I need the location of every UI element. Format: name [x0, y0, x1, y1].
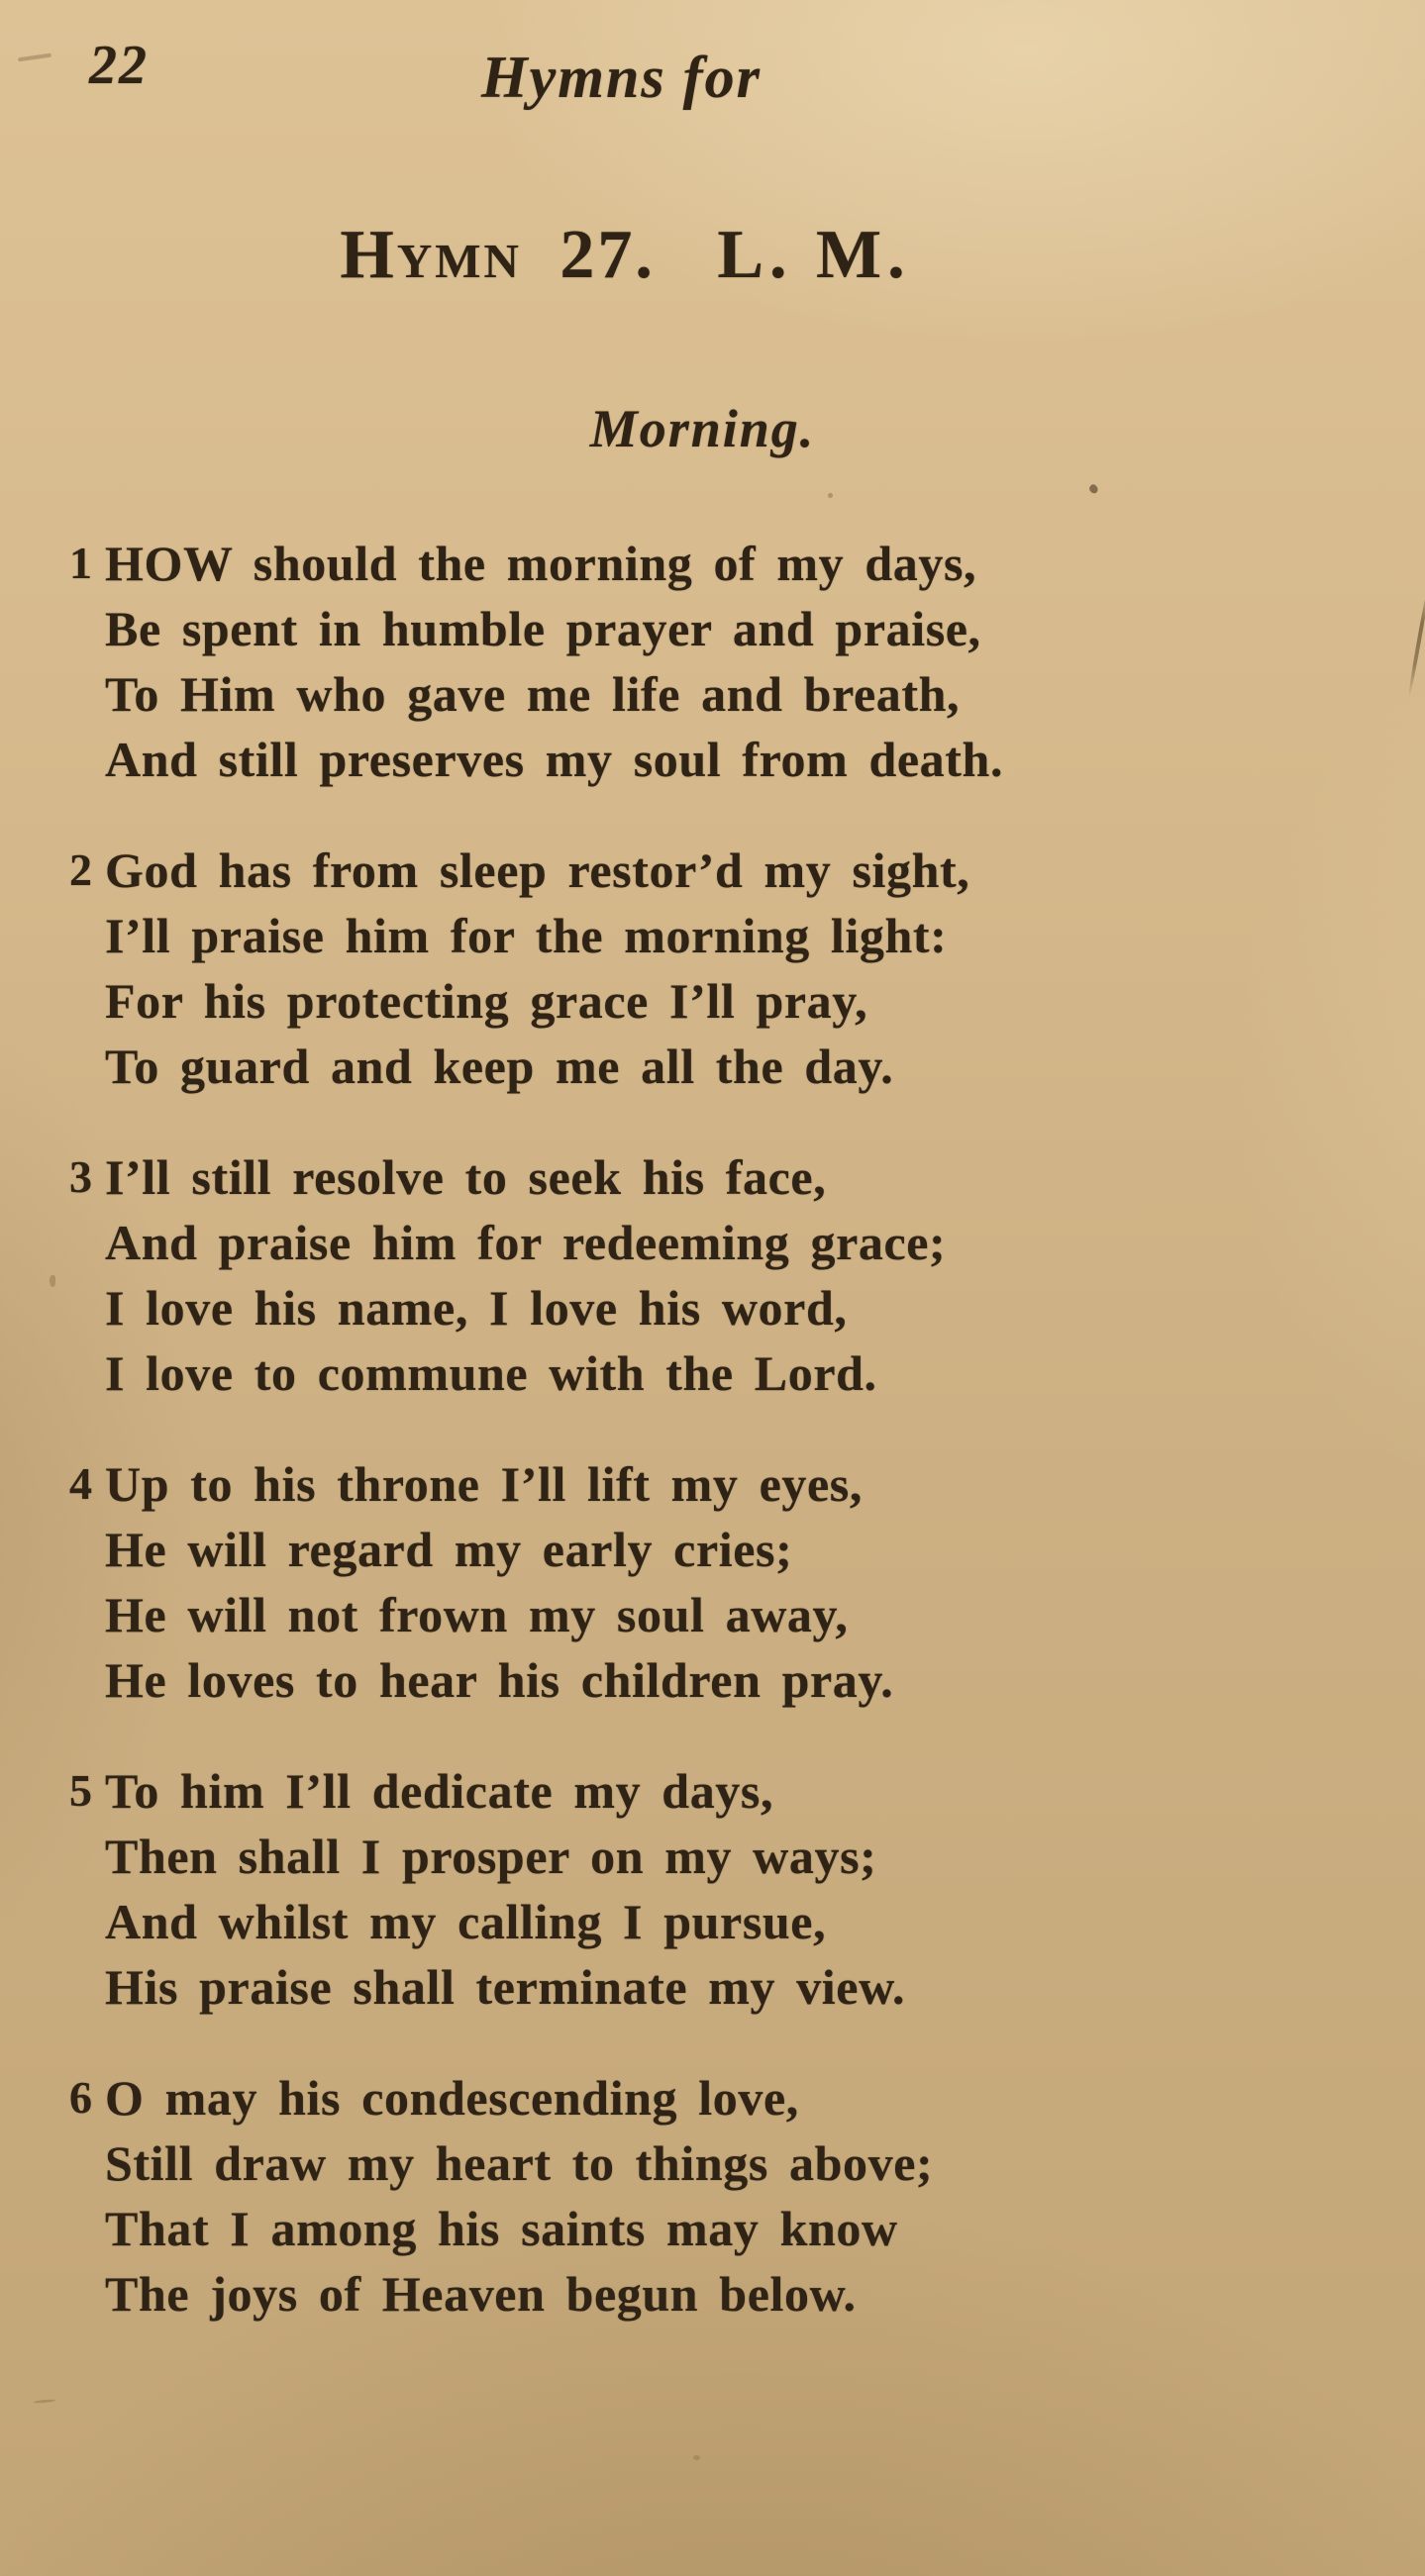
verse-line: To him I’ll dedicate my days, [105, 1763, 774, 1819]
ink-speck [1087, 483, 1099, 495]
stanza-3 [69, 1144, 1395, 1406]
stanza-number: 2 [69, 844, 92, 895]
verse-line: Still draw my heart to things above; [105, 2135, 934, 2191]
verse-line: The joys of Heaven begun below. [105, 2266, 857, 2322]
stanza-number: 4 [69, 1458, 92, 1509]
verse-line: O may his condescending love, [105, 2070, 799, 2126]
stanza-number: 5 [69, 1765, 92, 1816]
page-number: 22 [89, 35, 149, 96]
verse-line: Be spent in humble prayer and praise, [105, 601, 981, 656]
verse-line: HOW should the morning of my days, [105, 536, 977, 591]
stanza-lines [105, 1451, 1395, 1713]
verse-line: I love to commune with the Lord. [105, 1345, 877, 1401]
verse-line: He will not frown my soul away, [105, 1587, 849, 1642]
verse-line: That I among his saints may know [105, 2201, 898, 2256]
verse-line: I’ll praise him for the morning light: [105, 908, 948, 963]
verse-line: For his protecting grace I’ll pray, [105, 973, 868, 1029]
hymn-title-number: 27. [560, 217, 656, 293]
ink-speck [693, 2455, 700, 2460]
ink-speck [828, 493, 833, 498]
hymn-title-name: Hymn [340, 217, 522, 293]
verse-line: He loves to hear his children pray. [105, 1652, 894, 1708]
verse-line: Then shall I prosper on my ways; [105, 1829, 877, 1884]
hymn-stanzas [69, 531, 1395, 2372]
stanza-4 [69, 1451, 1395, 1713]
hymn-subtitle: Morning. [589, 399, 816, 458]
stanza-lines [105, 2065, 1395, 2327]
stanza-number: 1 [69, 538, 92, 588]
verse-line: God has from sleep restor’d my sight, [105, 842, 970, 898]
stanza-6 [69, 2065, 1395, 2327]
stanza-5 [69, 1758, 1395, 2020]
verse-line: I love his name, I love his word, [105, 1280, 848, 1336]
stanza-lines [105, 1144, 1395, 1406]
running-header: Hymns for [480, 45, 763, 110]
verse-line: To guard and keep me all the day. [105, 1039, 894, 1094]
stanza-lines [105, 838, 1395, 1099]
ink-speck [50, 1275, 55, 1287]
verse-line: He will regard my early cries; [105, 1522, 793, 1577]
verse-line: Up to his throne I’ll lift my eyes, [105, 1456, 863, 1512]
verse-line: His praise shall terminate my view. [105, 1959, 906, 2015]
stanza-1 [69, 531, 1395, 792]
hymn-title [0, 216, 1338, 295]
verse-line: And still preserves my soul from death. [105, 732, 1004, 787]
ink-speck [34, 2399, 55, 2404]
page-edge-mark [1407, 583, 1425, 699]
ink-speck [18, 53, 51, 62]
hymn-title-meter: L. M. [717, 217, 911, 293]
stanza-lines [105, 531, 1395, 792]
stanza-number: 6 [69, 2072, 92, 2123]
stanza-2 [69, 838, 1395, 1099]
stanza-number: 3 [69, 1151, 92, 1202]
verse-line: To Him who gave me life and breath, [105, 666, 961, 722]
verse-line: I’ll still resolve to seek his face, [105, 1149, 827, 1205]
verse-line: And whilst my calling I pursue, [105, 1894, 827, 1949]
verse-line: And praise him for redeeming grace; [105, 1215, 947, 1270]
stanza-lines [105, 1758, 1395, 2020]
